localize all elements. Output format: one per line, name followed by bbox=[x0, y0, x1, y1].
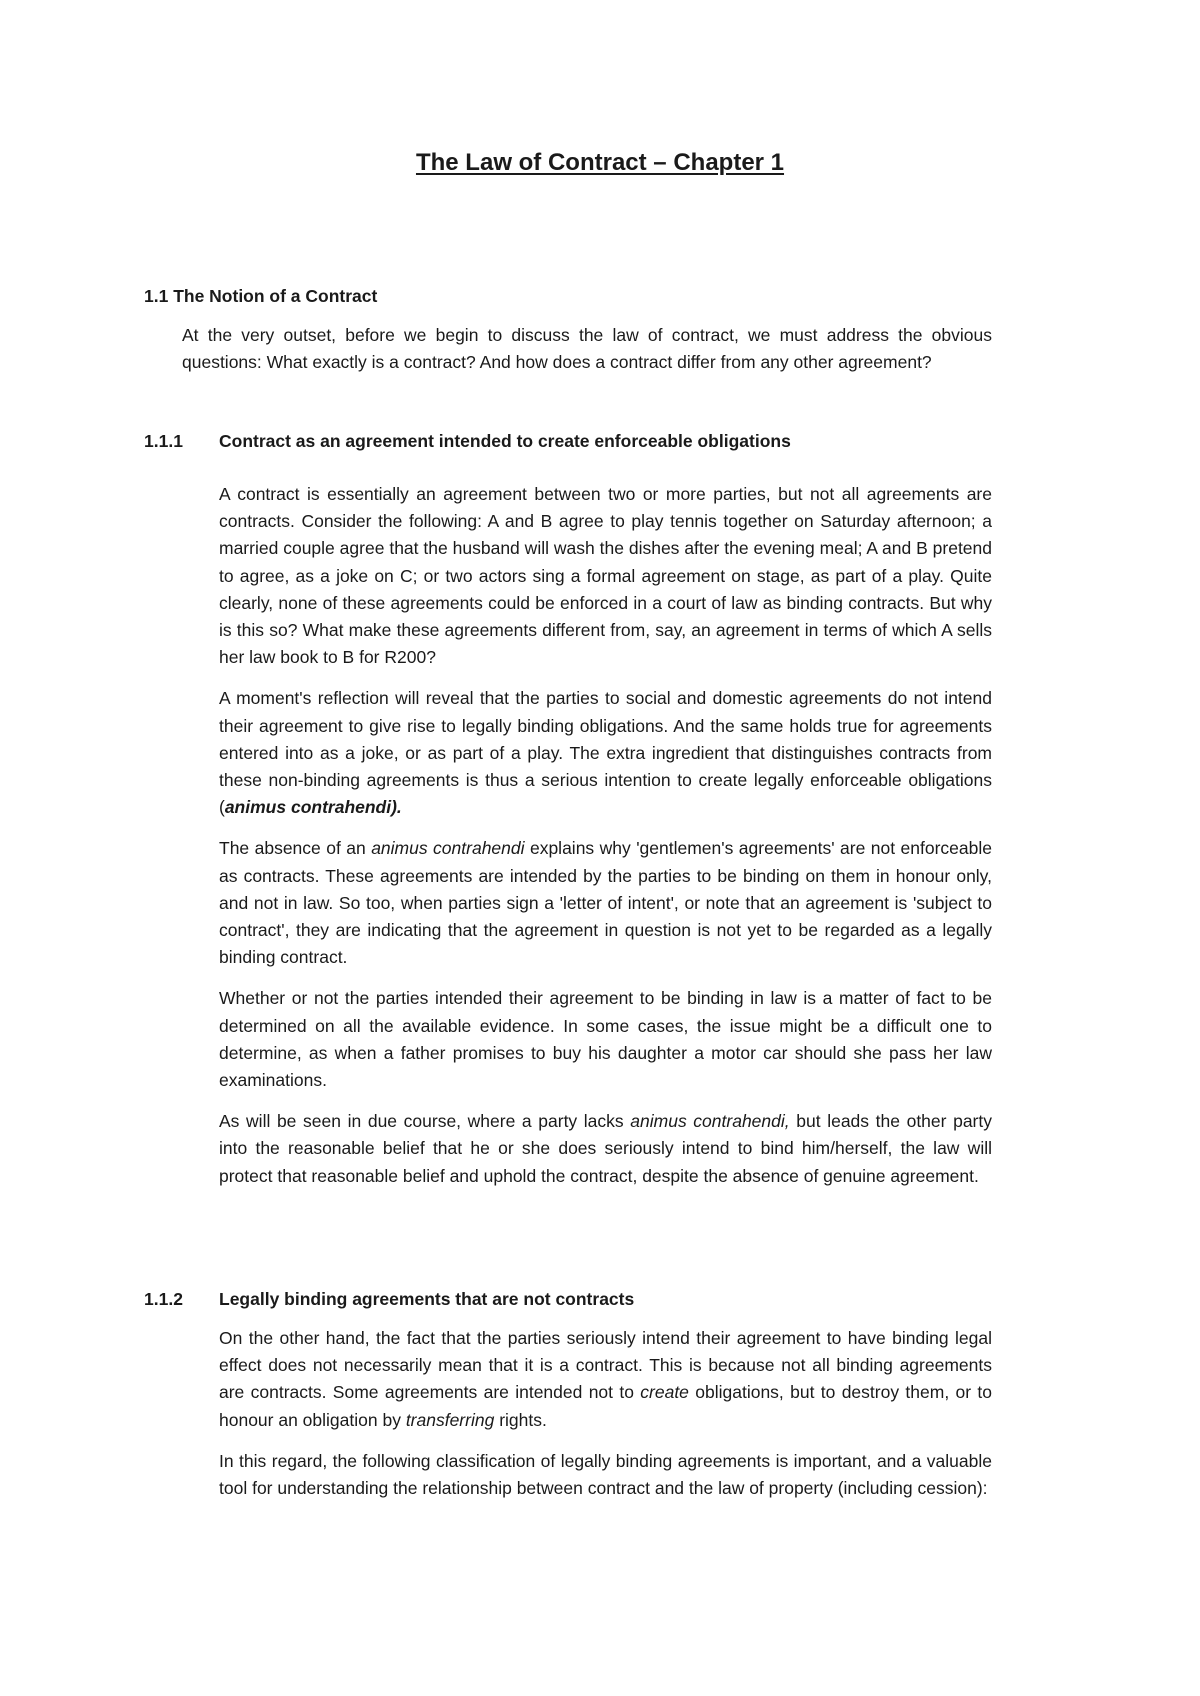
emphasis-term: animus contrahendi bbox=[371, 838, 525, 859]
emphasis-term: create bbox=[640, 1382, 689, 1403]
paragraph: The absence of an animus contrahendi explains why 'gentlemen's agreements' are not enforceable as contracts. These agreements are intended by the parties to be binding on them in honour only, and not in law. So too, when parties sign a 'letter of intent', or note that an agreement is 'subject to contract', they are indicating that the agreement in question is not yet to be regarded as a legally binding contract. bbox=[219, 838, 992, 968]
emphasis-term: animus contrahendi, bbox=[630, 1111, 790, 1132]
section-title: Legally binding agreements that are not contracts bbox=[219, 1289, 635, 1309]
section-1-1-2-body bbox=[219, 1325, 992, 1502]
section-1-1-body bbox=[182, 322, 992, 376]
section-heading-1-1-1 bbox=[144, 429, 791, 453]
section-title: Contract as an agreement intended to create enforceable obligations bbox=[219, 431, 791, 451]
paragraph: At the very outset, before we begin to discuss the law of contract, we must address the obvious questions: What exactly is a contract? And how does a contract differ from any other agreement? bbox=[182, 325, 992, 373]
paragraph: As will be seen in due course, where a party lacks animus contrahendi, but leads the other party into the reasonable belief that he or she does seriously intend to bind him/herself, the law will protect that reasonable belief and uphold the contract, despite the absence of genuine agreement. bbox=[219, 1111, 992, 1186]
paragraph: In this regard, the following classification of legally binding agreements is important, and a valuable tool for understanding the relationship between contract and the law of property (including cession): bbox=[219, 1450, 992, 1499]
section-1-1-1-body bbox=[219, 481, 992, 1190]
paragraph: Whether or not the parties intended their agreement to be binding in law is a matter of fact to be determined on all the available evidence. In some cases, the issue might be a difficult one to determine, as when a father promises to buy his daughter a motor car should she pass her law examinations. bbox=[219, 988, 992, 1091]
section-heading-1-1: 1.1 The Notion of a Contract bbox=[144, 286, 378, 306]
emphasis-term: transferring bbox=[405, 1409, 495, 1430]
section-heading-1-1-2 bbox=[144, 1287, 634, 1311]
paragraph: On the other hand, the fact that the parties seriously intend their agreement to have binding legal effect does not necessarily mean that it is a contract. This is because not all binding agreements are contracts. Some agreements are intended not to create obligations, but to destroy them, or to honour an obligation by transferring rights. bbox=[219, 1328, 992, 1430]
paragraph: A contract is essentially an agreement between two or more parties, but not all agreements are contracts. Consider the following: A and B agree to play tennis together on Saturday afternoon; a married couple agree that the husband will wash the dishes after the evening meal; A and B pretend to agree, as a joke on C; or two actors sing a formal agreement on stage, as part of a play. Quite clearly, none of these agreements could be enforced in a court of law as binding contracts. But why is this so? What make these agreements different from, say, an agreement in terms of which A sells her law book to B for R200? bbox=[219, 484, 992, 668]
paragraph: A moment's reflection will reveal that the parties to social and domestic agreements do not intend their agreement to give rise to legally binding obligations. And the same holds true for agreements entered into as a joke, or as part of a play. The extra ingredient that distinguishes contracts from these non-binding agreements is thus a serious intention to create legally enforceable obligations (animus contrahendi). bbox=[219, 688, 992, 818]
section-number: 1.1.1 bbox=[144, 431, 183, 451]
emphasis-term: animus contrahendi). bbox=[224, 797, 402, 818]
document-title: The Law of Contract – Chapter 1 bbox=[415, 149, 785, 176]
section-number: 1.1.2 bbox=[144, 1289, 183, 1309]
